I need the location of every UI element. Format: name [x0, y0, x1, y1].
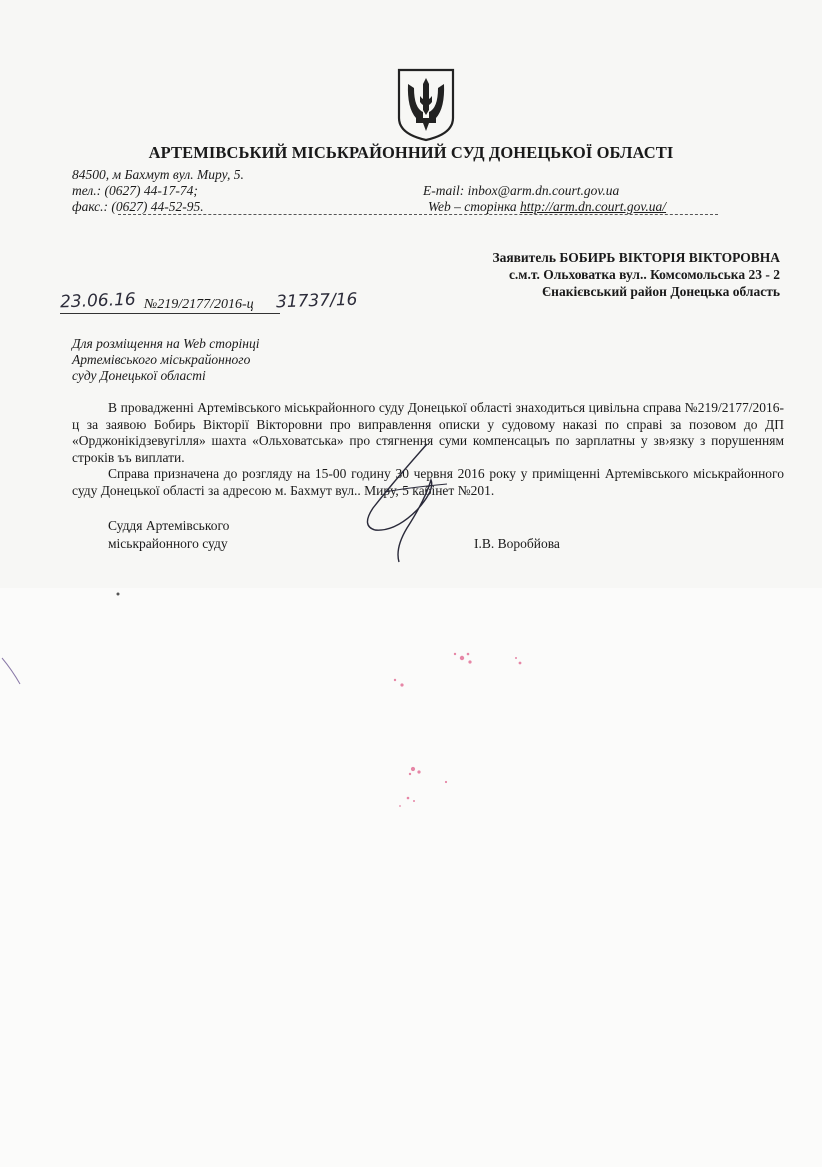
handwritten-signature: [355, 440, 465, 565]
addressee-district: Єнакієвський район Донецька область: [542, 284, 780, 299]
court-address: 84500, м Бахмут вул. Миру, 5.: [72, 167, 244, 182]
case-number: №219/2177/2016-ц: [144, 297, 254, 312]
web-note-line2: Артемівського міськрайонного: [72, 352, 251, 367]
judge-title-line1: Суддя Артемівського: [108, 518, 230, 533]
reverse-stamp-marks: [0, 588, 822, 1167]
court-fax: факс.: (0627) 44-52-95.: [72, 199, 204, 214]
addressee-street: с.м.т. Ольховатка вул.. Комсомольська 23 - 2: [508, 267, 780, 282]
body-paragraph-2: Справа призначена до розгляду на 15-00 годину 30 червня 2016 року у приміщенні Артемівського міськрайонного суду Донецької області за адресою м. Бахмут вул.. Миру, 5 кабінет №201.: [72, 466, 784, 498]
web-note-line3: суду Донецької області: [72, 368, 206, 383]
body-paragraph-1: В провадженні Артемівського міськрайонного суду Донецької області знаходиться цивільна справа №219/2177/2016-ц за заявою Бобирь Вікторії Вікторовни про виправлення описки у судовому наказі по справі за позовом до ДП «Орджонікідзевугілля» шахта «Ольховатська» про стягнення суми компенсацыъ по зарплатны у зв›язку з порушенням строків ъъ виплати.: [72, 400, 784, 465]
handwritten-date: 23.06.16: [59, 289, 137, 313]
trident-coat-of-arms-icon: [396, 68, 456, 142]
court-email: E-mail: inbox@arm.dn.court.gov.ua: [423, 183, 620, 198]
court-website: [428, 199, 666, 215]
web-note-line1: Для розміщення на Web сторінці: [72, 336, 260, 351]
header-divider: [118, 214, 718, 215]
website-label: Web – сторінка: [428, 199, 521, 214]
judge-name: І.В. Воробйова: [474, 536, 560, 551]
court-name-heading: АРТЕМІВСЬКИЙ МІСЬКРАЙОННИЙ СУД ДОНЕЦЬКОЇ ОБЛАСТІ: [148, 143, 674, 162]
reference-underline: [60, 313, 280, 314]
court-phone: тел.: (0627) 44-17-74;: [72, 183, 198, 198]
judge-title-line2: міськрайонного суду: [108, 536, 228, 551]
addressee-name: Заявитель БОБИРЬ ВІКТОРІЯ ВІКТОРОВНА: [492, 250, 780, 265]
website-link[interactable]: http://arm.dn.court.gov.ua/: [520, 199, 667, 214]
handwritten-outgoing-number: 31737/16: [275, 289, 358, 313]
